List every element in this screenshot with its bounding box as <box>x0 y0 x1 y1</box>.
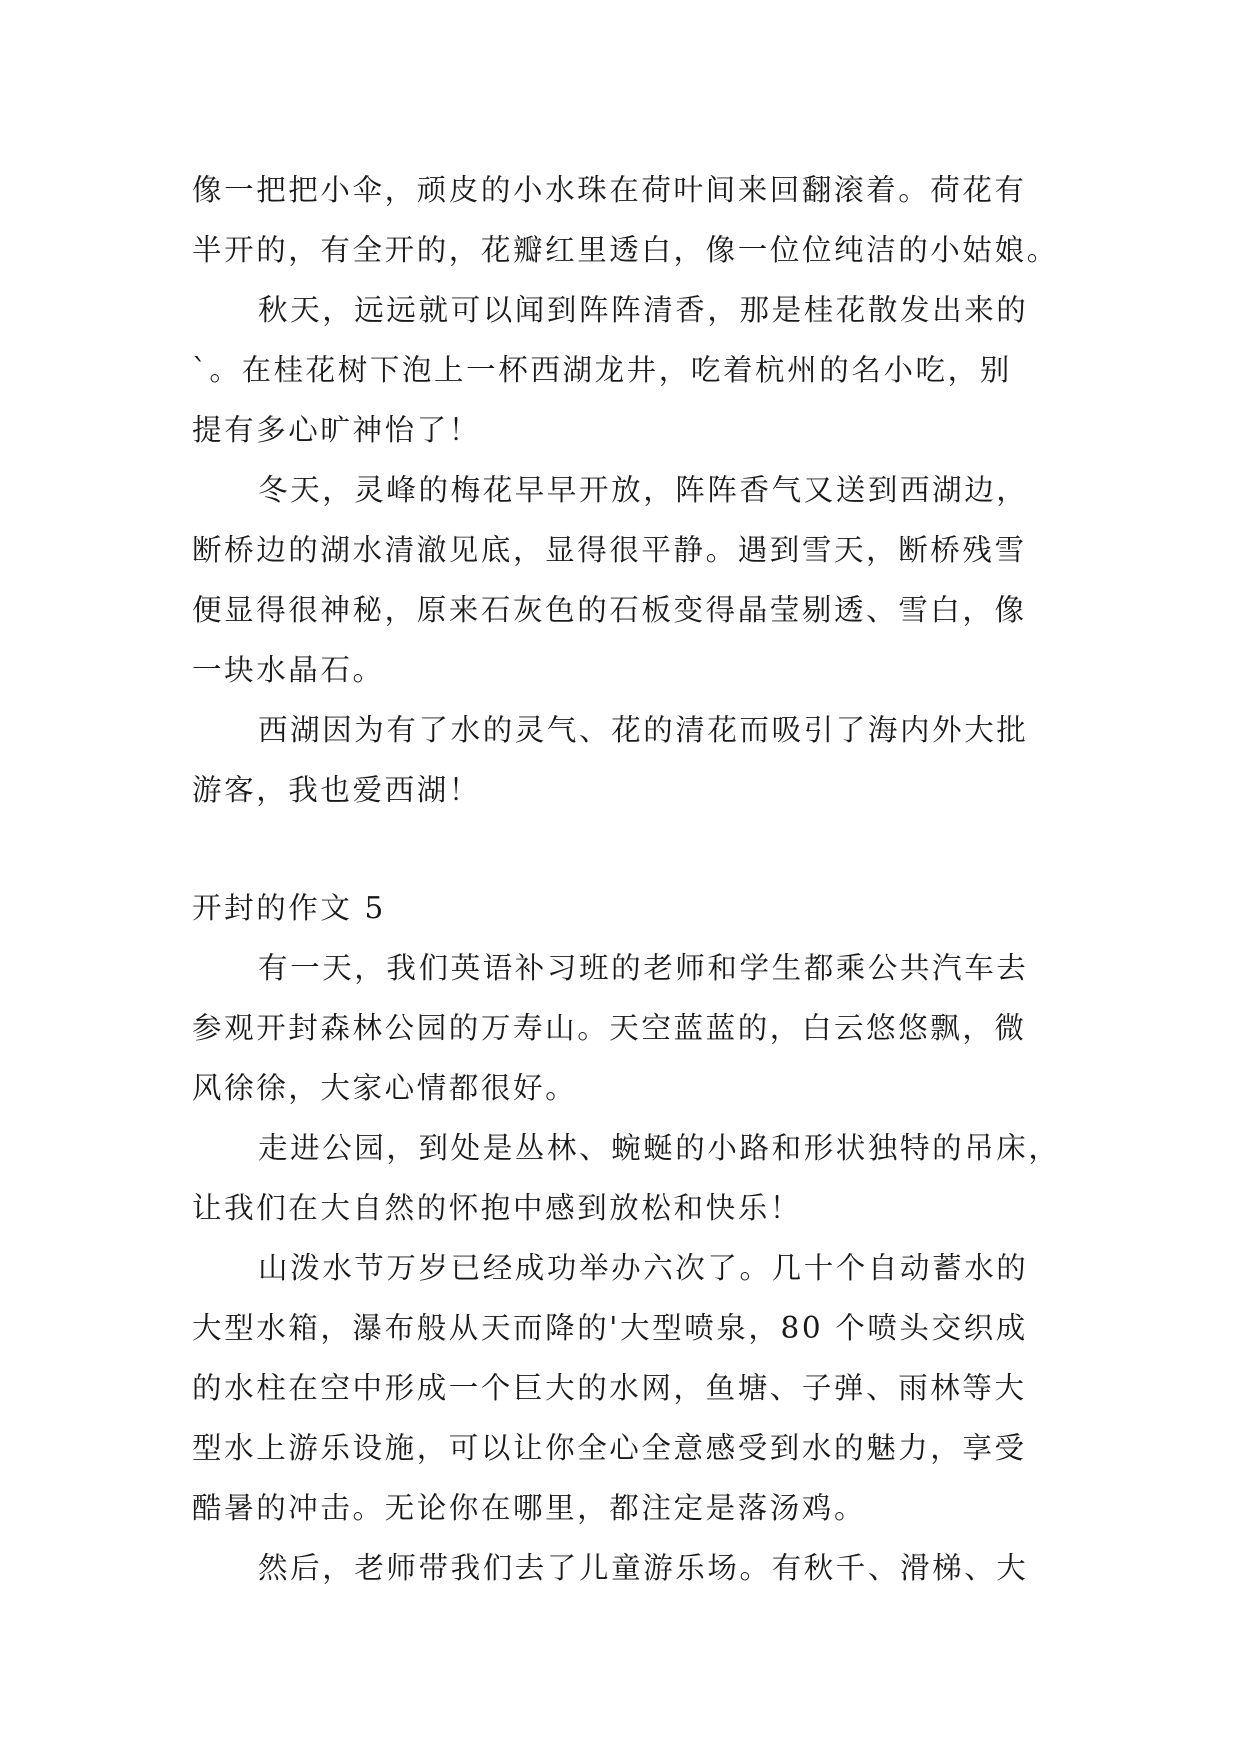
text-line: 然后，老师带我们去了儿童游乐场。有秋千、滑梯、大 <box>258 1551 1029 1585</box>
paragraph <box>192 938 1062 1118</box>
text-line: 让我们在大自然的怀抱中感到放松和快乐！ <box>192 1191 802 1225</box>
text-line: 提有多心旷神怡了！ <box>192 413 481 447</box>
text-line: 西湖因为有了水的灵气、花的清花而吸引了海内外大批 <box>258 713 1029 747</box>
text-line: 的水柱在空中形成一个巨大的水网，鱼塘、子弹、雨林等大 <box>192 1371 1027 1405</box>
text-line: 大型水箱，瀑布般从天而降的'大型喷泉，80 个喷头交织成 <box>192 1311 1028 1345</box>
section-title: 开封的作文 5 <box>192 891 386 925</box>
section-gap <box>192 820 1062 878</box>
text-line: 像一把把小伞，顽皮的小水珠在荷叶间来回翻滚着。荷花有 <box>192 173 1027 207</box>
text-line: 风徐徐，大家心情都很好。 <box>192 1071 578 1105</box>
paragraph <box>192 280 1062 460</box>
text-line: 冬天，灵峰的梅花早早开放，阵阵香气又送到西湖边， <box>258 473 1029 507</box>
text-line: 便显得很神秘，原来石灰色的石板变得晶莹剔透、雪白，像 <box>192 593 1027 627</box>
text-line: 半开的，有全开的，花瓣红里透白，像一位位纯洁的小姑娘。 <box>192 233 1059 267</box>
paragraph <box>192 1538 1062 1598</box>
paragraph <box>192 460 1062 700</box>
paragraph <box>192 1118 1062 1238</box>
text-line: 一块水晶石。 <box>192 653 385 687</box>
text-line: 山泼水节万岁已经成功举办六次了。几十个自动蓄水的 <box>258 1251 1029 1285</box>
text-line: 秋天，远远就可以闻到阵阵清香，那是桂花散发出来的 <box>258 293 1029 327</box>
paragraph <box>192 700 1062 820</box>
paragraph <box>192 1238 1062 1538</box>
text-line: 有一天，我们英语补习班的老师和学生都乘公共汽车去 <box>258 951 1029 985</box>
text-line: 型水上游乐设施，可以让你全心全意感受到水的魅力，享受 <box>192 1431 1027 1465</box>
text-line: 走进公园，到处是丛林、蜿蜒的小路和形状独特的吊床， <box>258 1131 1061 1165</box>
text-line: 酷暑的冲击。无论你在哪里，都注定是落汤鸡。 <box>192 1491 867 1525</box>
text-line: `。在桂花树下泡上一杯西湖龙井，吃着杭州的名小吃，别 <box>192 353 1012 387</box>
text-line: 参观开封森林公园的万寿山。天空蓝蓝的，白云悠悠飘，微 <box>192 1011 1027 1045</box>
text-line: 断桥边的湖水清澈见底，显得很平静。遇到雪天，断桥残雪 <box>192 533 1027 567</box>
paragraph <box>192 160 1062 280</box>
text-line: 游客，我也爱西湖！ <box>192 773 481 807</box>
document-page <box>192 160 1062 1598</box>
